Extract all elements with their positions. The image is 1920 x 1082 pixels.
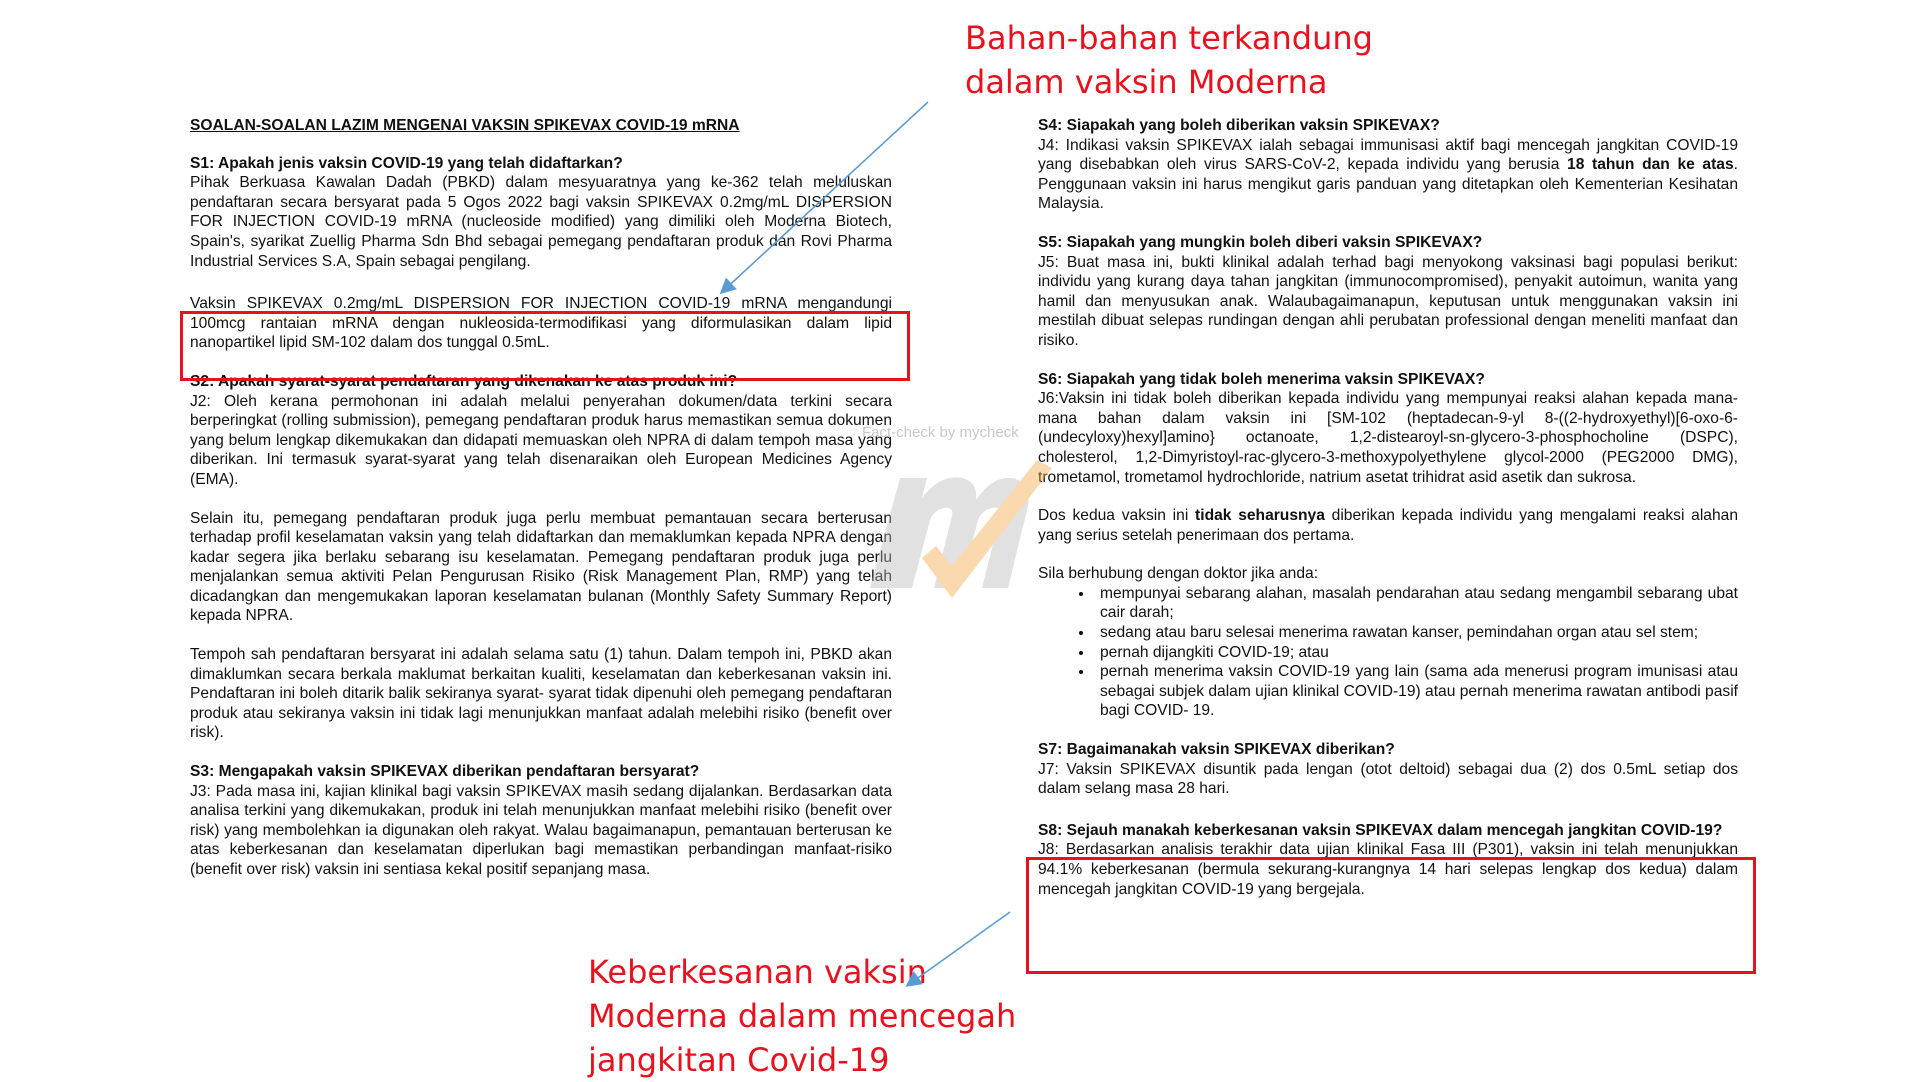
list-item: • pernah dijangkiti COVID-19; atau — [1094, 643, 1738, 663]
answer-s5: J5: Buat masa ini, bukti klinikal adalah terhad bagi menyokong vaksinasi bagi populasi berikut: individu yang kurang daya tahan jangkitan (immunocompromised), penyakit autoimun, wanita yang hamil dan menyusukan anak. Walaubagaimanapun, keputusan untuk menggunakan vaksin ini mestilah dibuat selepas rundingan dengan ahli perubatan professional dengan meneliti manfaat dan risiko. — [1038, 253, 1738, 349]
answer-s8: J8: Berdasarkan analisis terakhir data ujian klinikal Fasa III (P301), vaksin ini telah menunjukkan 94.1% keberkesanan (bermula sekurang-kurangnya 14 hari selepas lengkap dos kedua) dalam mencegah jangkitan COVID-19 yang bergejala. — [1038, 841, 1738, 898]
answer-s2-part3: Tempoh sah pendaftaran bersyarat ini adalah selama satu (1) tahun. Dalam tempoh ini, PBKD akan dimaklumkan secara berkala maklumat berkaitan kualiti, keselamatan dan keberkesanan vaksin ini. Pendaftaran ini boleh ditarik balik sekiranya syarat- syarat tidak dipenuhi oleh pemegang pendaftaran produk atau sekiranya vaksin ini tidak lagi menunjukkan manfaat adalah melebihi risiko (benefit over risk). — [190, 646, 892, 742]
watermark-text: Fact-check by mycheck — [862, 424, 1019, 441]
question-s6: S6: Siapakah yang tidak boleh menerima vaksin SPIKEVAX? — [1038, 370, 1485, 388]
answer-s3: J3: Pada masa ini, kajian klinikal bagi vaksin SPIKEVAX masih sedang dijalankan. Berdasarkan data analisa terkini yang dikemukakan, produk ini telah menunjukkan manfaat melebihi risiko (benefit over risk) yang membolehkan ia digunakan oleh rakyat. Walau bagaimanapun, pemantauan berterusan ke atas keberkesanan dan keselamatan diperlukan bagi memastikan perbandingan manfaat-risiko (benefit over risk) vaksin ini sentiasa kekal positif sepanjang masa. — [190, 782, 892, 878]
question-s8: S8: Sejauh manakah keberkesanan vaksin SPIKEVAX dalam mencegah jangkitan COVID-19? — [1038, 821, 1723, 839]
arrow-to-ingredients — [722, 102, 928, 292]
annotation-line: Moderna dalam mencegah — [588, 997, 1017, 1035]
list-item: • mempunyai sebarang alahan, masalah pendarahan atau sedang mengambil sebarang ubat cair darah; — [1094, 584, 1738, 623]
second-dose-text-end: diberikan kepada individu yang mengalami reaksi alahan yang serius setelah penerimaan dos pertama. — [1038, 507, 1738, 544]
answer-s4-age: 18 tahun dan ke atas — [1567, 156, 1734, 174]
answer-s6-contact-doctor: Sila berhubung dengan doktor jika anda: — [1038, 565, 1319, 583]
question-s5: S5: Siapakah yang mungkin boleh diberi vaksin SPIKEVAX? — [1038, 233, 1483, 251]
list-item: • pernah menerima vaksin COVID-19 yang lain (sama ada menerusi program imunisasi atau sebagai subjek dalam ujian klinikal COVID-19) atau pernah menerima rawatan antibodi pasif bagi COVID- 19. — [1094, 662, 1738, 721]
annotation-line: Keberkesanan vaksin — [588, 953, 927, 991]
annotation-line: Bahan-bahan terkandung — [965, 19, 1373, 57]
second-dose-warning: tidak seharusnya — [1195, 507, 1325, 525]
question-s2: S2: Apakah syarat-syarat pendaftaran yang dikenakan ke atas produk ini? — [190, 372, 738, 390]
arrow-to-effectiveness — [908, 912, 1010, 985]
list-item: • sedang atau baru selesai menerima rawatan kanser, pemindahan organ atau sel stem; — [1094, 623, 1738, 643]
answer-s2-part1: J2: Oleh kerana permohonan ini adalah melalui penyerahan dokumen/data terkini secara berperingkat (rolling submission), pemegang pendaftaran produk harus memastikan semua dokumen yang belum lengkap dikemukakan dan didapati memuaskan oleh NPRA di dalam tempoh masa yang diberikan. Ini termasuk syarat-syarat yang telah disenaraikan oleh European Medicines Agency (EMA). — [190, 392, 892, 488]
question-s7: S7: Bagaimanakah vaksin SPIKEVAX diberikan? — [1038, 741, 1395, 759]
question-s1: S1: Apakah jenis vaksin COVID-19 yang telah didaftarkan? — [190, 154, 623, 172]
answer-s4-text: J4: Indikasi vaksin SPIKEVAX ialah sebagai immunisasi aktif bagi mencegah jangkitan COVID-19 yang disebabkan oleh virus SARS-CoV-2, kepada individu yang berusia — [1038, 136, 1738, 174]
second-dose-text: Dos kedua vaksin ini — [1038, 507, 1196, 525]
answer-s7: J7: Vaksin SPIKEVAX disuntik pada lengan (otot deltoid) sebagai dua (2) dos 0.5mL setiap dos dalam selang masa 28 hari. — [1038, 760, 1738, 798]
highlighted-ingredients-text: Vaksin SPIKEVAX 0.2mg/mL DISPERSION FOR INJECTION COVID-19 mRNA mengandungi 100mcg rantaian mRNA dengan nukleosida-termodifikasi yang diformulasikan dalam lipid nanopartikel lipid SM-102 dalam dos tunggal 0.5mL. — [190, 295, 892, 352]
annotation-line: dalam vaksin Moderna — [965, 63, 1328, 101]
question-s4: S4: Siapakah yang boleh diberikan vaksin SPIKEVAX? — [1038, 117, 1440, 134]
annotation-line: jangkitan Covid-19 — [588, 1041, 890, 1079]
answer-s1: Pihak Berkuasa Kawalan Dadah (PBKD) dalam mesyuaratnya yang ke-362 telah meluluskan pendaftaran secara bersyarat pada 5 Ogos 2022 bagi vaksin SPIKEVAX 0.2mg/mL DISPERSION FOR INJECTION COVID-19 mRNA (nucleoside modified) yang dimiliki oleh Moderna Biotech, Spain's, syarikat Zuellig Pharma Sdn Bhd sebagai pemegang pendaftaran produk dan Rovi Pharma Industrial Services S.A, Spain sebagai pengilang. — [190, 174, 892, 270]
question-s3: S3: Mengapakah vaksin SPIKEVAX diberikan pendaftaran bersyarat? — [190, 763, 700, 781]
answer-s6: J6:Vaksin ini tidak boleh diberikan kepada individu yang mempunyai reaksi alahan kepada mana-mana bahan dalam vaksin ini [SM-102 (heptadecan-9-yl 8-((2-hydroxyethyl)[6-oxo-6-(undecyloxy)hexyl]amino} octanoate, 1,2-distearoyl-sn-glycero-3-phosphocholine (DSPC), cholesterol, 1,2-Dimyristoyl-rac-glycero-3-methoxypolyethylene glycol-2000 (PEG2000 DMG), trometamol, trometamol hydrochloride, natrium asetat trihidrat asid asetik dan sukrosa. — [1038, 390, 1738, 486]
answer-s4-text-end: . Penggunaan vaksin ini harus mengikut garis panduan yang ditetapkan oleh Kementerian Kesihatan Malaysia. — [1038, 156, 1738, 213]
document-title: SOALAN-SOALAN LAZIM MENGENAI VAKSIN SPIKEVAX COVID-19 mRNA — [190, 117, 740, 134]
answer-s2-part2: Selain itu, pemegang pendaftaran produk juga perlu membuat pemantauan secara berterusan terhadap profil keselamatan vaksin yang telah didaftarkan dan memaklumkan kepada NPRA dengan kadar segera jika berlaku sebarang isu keselamatan. Pemegang pendaftaran produk juga perlu menjalankan semua aktiviti Pelan Pengurusan Risiko (Risk Management Plan, RMP) yang telah dicadangkan dan mengemukakan laporan keselamatan bulanan (Monthly Safety Summary Report) kepada NPRA. — [190, 509, 892, 625]
